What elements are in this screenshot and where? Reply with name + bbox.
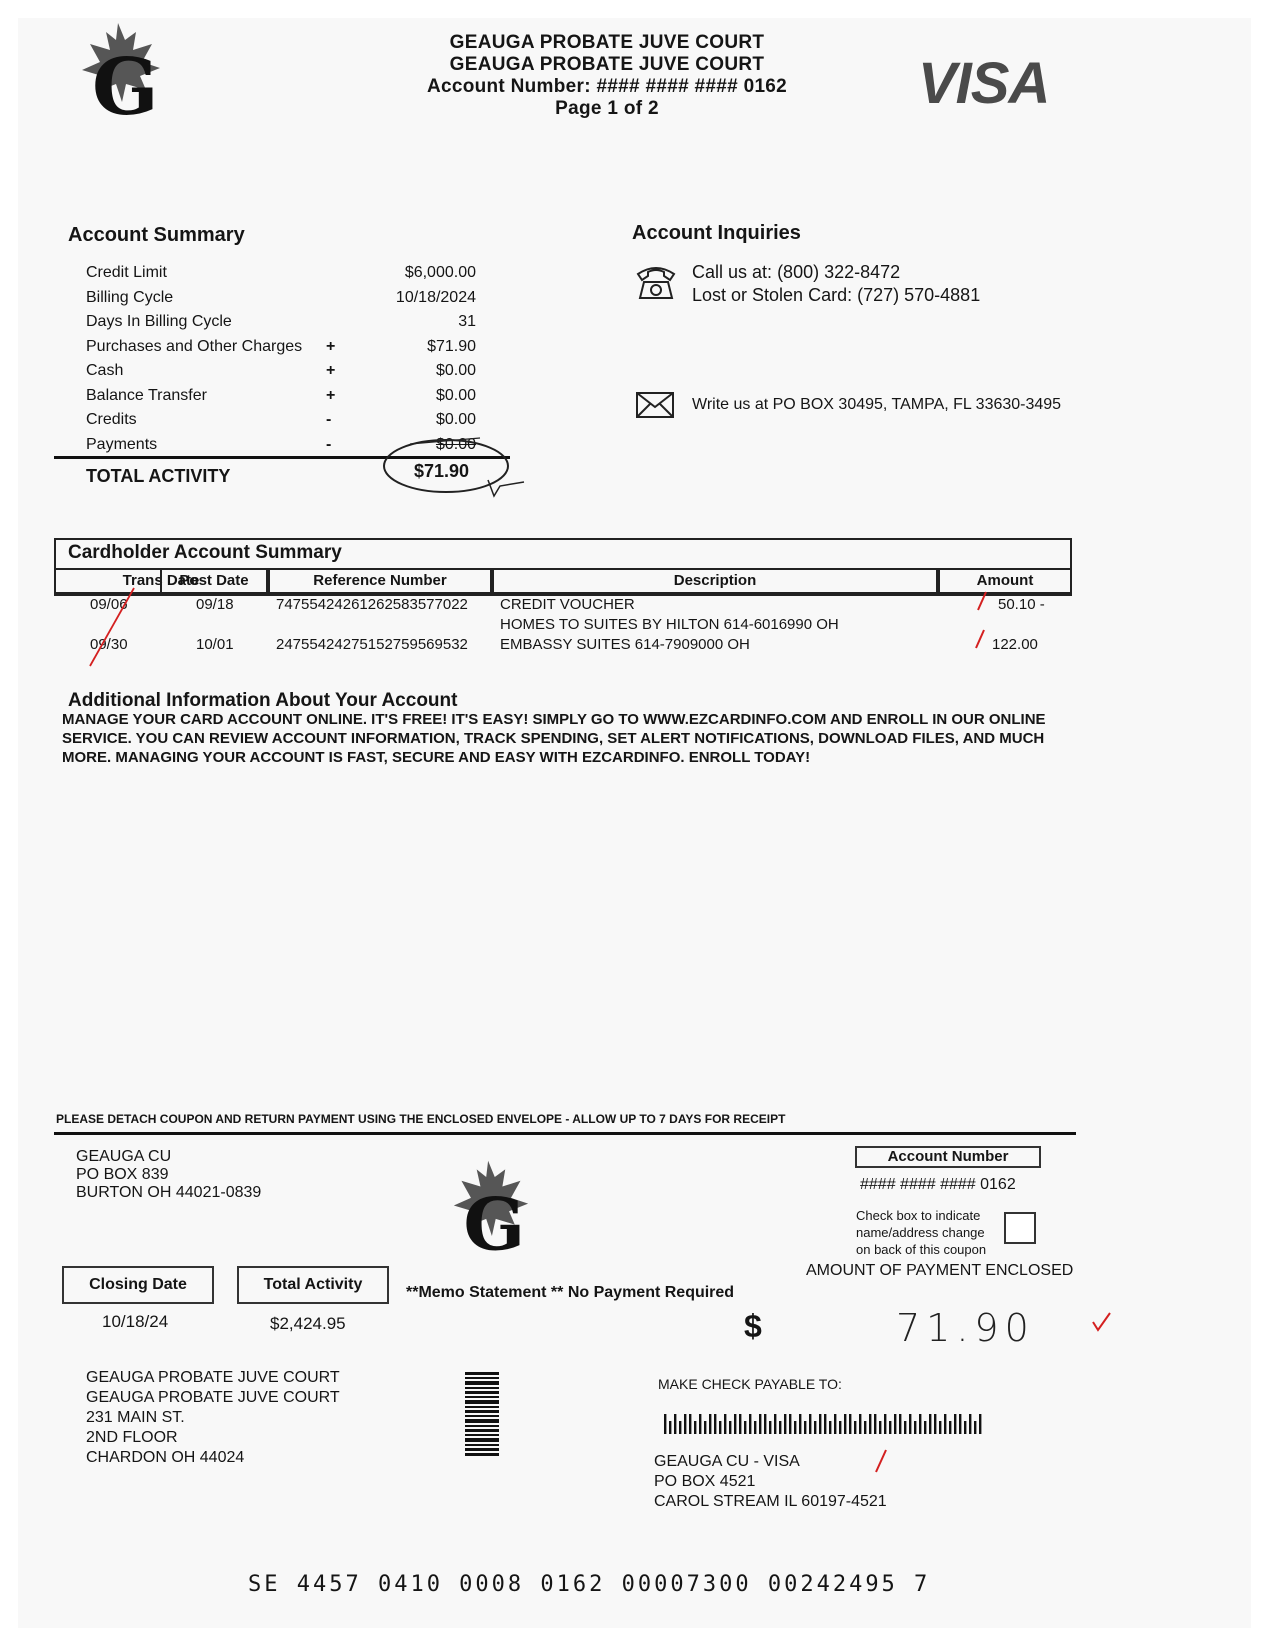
address-change-instructions — [856, 1207, 986, 1258]
svg-text:G: G — [463, 1182, 526, 1256]
row1-description-line2: HOMES TO SUITES BY HILTON 614-6016990 OH — [500, 616, 839, 633]
postal-barcode-bar — [714, 1414, 716, 1434]
payee-line-3: CAROL STREAM IL 60197-4521 — [654, 1493, 887, 1510]
summary-row-value: $0.00 — [435, 386, 476, 404]
row2-post-date: 10/01 — [196, 636, 234, 653]
account-number-value: #### #### #### 0162 — [596, 76, 788, 97]
summary-row-operator: + — [326, 337, 336, 355]
address-change-checkbox[interactable] — [1004, 1212, 1036, 1244]
postal-barcode-bar — [974, 1421, 976, 1434]
summary-row — [86, 362, 476, 386]
postal-barcode-bar — [969, 1414, 971, 1434]
call-number: (800) 322-8472 — [777, 262, 901, 282]
postal-barcode-bar — [739, 1414, 741, 1434]
summary-row — [86, 264, 476, 288]
postal-barcode-bar — [819, 1414, 821, 1434]
geauga-maple-leaf-logo — [70, 18, 170, 123]
checkbox-text-1: Check box to indicate — [856, 1208, 981, 1223]
page-of: of — [623, 98, 643, 119]
postal-barcode-bar — [699, 1414, 701, 1434]
row1-post-date: 09/18 — [196, 596, 234, 613]
closing-date-value: 10/18/24 — [102, 1312, 169, 1331]
col-post-date: Post Date — [160, 568, 268, 594]
summary-row-value: $71.90 — [427, 337, 476, 355]
cardholder-summary-title: Cardholder Account Summary — [68, 542, 342, 563]
amount-enclosed-label: AMOUNT OF PAYMENT ENCLOSED — [806, 1262, 1074, 1279]
additional-info-text: MANAGE YOUR CARD ACCOUNT ONLINE. IT'S FREE! IT'S EASY! SIMPLY GO TO WWW.EZCARDINFO.COM AND ENROLL IN OUR ONLINE SERVICE. YOU CAN REVIEW ACCOUNT INFORMATION, TRACK SPENDING, SET ALERT NOTIFICATIONS, DOWNLOAD FILES, AND MUCH MORE. MANAGING YOUR ACCOUNT IS FAST, SECURE AND EASY WITH EZCARDINFO. ENROLL TODAY! — [62, 711, 1046, 766]
micr-scan-line: SE 4457 0410 0008 0162 00007300 00242495 7 — [248, 1572, 931, 1597]
payee-line-1: GEAUGA CU - VISA — [654, 1453, 800, 1470]
handwritten-circle-mark — [380, 430, 540, 510]
sender-address — [76, 1148, 261, 1202]
page-current: 1 — [607, 98, 619, 119]
postal-barcode-bar — [799, 1414, 801, 1434]
postal-barcode-bar — [709, 1414, 711, 1434]
page-indicator — [357, 98, 857, 120]
summary-row-label: Purchases and Other Charges — [86, 337, 303, 355]
coupon-divider — [54, 1132, 1076, 1135]
postal-barcode-bar — [814, 1421, 816, 1434]
summary-row-label: Balance Transfer — [86, 386, 207, 404]
postal-barcode-bar — [844, 1414, 846, 1434]
postal-barcode-bar — [874, 1414, 876, 1434]
postal-barcode-bar — [889, 1421, 891, 1434]
summary-row-label: Cash — [86, 362, 124, 379]
total-activity-box-value: $2,424.95 — [270, 1314, 346, 1333]
summary-row-label: Payments — [86, 435, 158, 453]
postal-barcode-bar — [949, 1421, 951, 1434]
postal-barcode-bar — [829, 1421, 831, 1434]
postal-barcode-bar — [849, 1414, 851, 1434]
red-check-mark-payee — [872, 1448, 892, 1476]
postal-barcode-bar — [864, 1421, 866, 1434]
summary-row-label: Credits — [86, 411, 137, 428]
postal-barcode-bar — [794, 1421, 796, 1434]
postal-barcode-bar — [729, 1421, 731, 1434]
postal-barcode-bar — [679, 1421, 681, 1434]
summary-row-label: Billing Cycle — [86, 288, 174, 306]
telephone-icon — [634, 262, 678, 307]
checkbox-text-3: on back of this coupon — [856, 1242, 987, 1257]
make-check-payable-label: MAKE CHECK PAYABLE TO: — [658, 1376, 842, 1392]
svg-text:G: G — [92, 42, 159, 123]
summary-row-value: $0.00 — [435, 435, 476, 453]
summary-row-value: $6,000.00 — [404, 264, 476, 281]
red-check-marks-amount — [970, 590, 994, 650]
postal-barcode-bar — [784, 1414, 786, 1434]
postal-barcode-bar — [684, 1414, 686, 1434]
recipient-line-4: 2ND FLOOR — [86, 1429, 178, 1446]
postal-barcode-bar — [954, 1414, 956, 1434]
summary-row-label: Credit Limit — [86, 264, 167, 281]
summary-row-value: $0.00 — [435, 362, 476, 379]
postal-barcode-bar — [894, 1414, 896, 1434]
visa-logo: VISA — [918, 51, 1050, 116]
postal-barcode — [664, 1412, 994, 1443]
postal-barcode-bar — [919, 1414, 921, 1434]
sender-line-3: BURTON OH 44021-0839 — [76, 1184, 262, 1201]
page-label: Page — [555, 98, 602, 119]
postal-barcode-bar — [779, 1421, 781, 1434]
total-activity-box-label: Total Activity — [237, 1266, 389, 1304]
postal-barcode-bar — [664, 1414, 666, 1434]
red-check-mark-payment — [1090, 1310, 1114, 1334]
postal-barcode-bar — [929, 1414, 931, 1434]
summary-row-operator: - — [326, 411, 332, 428]
total-activity-label: TOTAL ACTIVITY — [86, 466, 231, 486]
col-description: Description — [492, 568, 938, 594]
postal-barcode-bar — [724, 1414, 726, 1434]
postal-barcode-bar — [734, 1414, 736, 1434]
summary-row — [86, 313, 476, 337]
row2-trans-date: 09/30 — [90, 636, 128, 653]
geauga-maple-leaf-logo-coupon — [442, 1156, 538, 1256]
postal-barcode-bar — [854, 1421, 856, 1434]
postal-barcode-bar — [904, 1421, 906, 1434]
postal-barcode-bar — [879, 1421, 881, 1434]
write-us-address: Write us at PO BOX 30495, TAMPA, FL 33630-3495 — [692, 396, 1062, 413]
row1-reference: 74755424261262583577022 — [276, 596, 468, 613]
sender-line-1: GEAUGA CU — [76, 1148, 172, 1165]
col-reference-number: Reference Number — [268, 568, 492, 594]
account-inquiries-title: Account Inquiries — [632, 222, 801, 244]
postal-barcode-bar — [934, 1414, 936, 1434]
summary-row-label: Days In Billing Cycle — [86, 313, 232, 330]
call-line — [692, 262, 900, 283]
coupon-account-number-label: Account Number — [855, 1146, 1041, 1168]
postal-barcode-bar — [774, 1414, 776, 1434]
postal-barcode-bar — [839, 1421, 841, 1434]
summary-row-operator: + — [326, 386, 336, 404]
postal-barcode-bar — [694, 1421, 696, 1434]
postal-barcode-bar — [744, 1421, 746, 1434]
postal-barcode-bar — [804, 1421, 806, 1434]
checkbox-text-2: name/address change — [856, 1225, 985, 1240]
postal-barcode-bar — [884, 1414, 886, 1434]
postal-barcode-bar — [964, 1421, 966, 1434]
summary-row-operator: + — [326, 362, 336, 379]
row2-amount: 122.00 — [992, 636, 1038, 653]
recipient-address — [86, 1368, 340, 1468]
col-trans-date: Trans Date — [54, 568, 268, 594]
memo-statement: **Memo Statement ** No Payment Required — [406, 1284, 735, 1301]
postal-barcode-bar — [834, 1414, 836, 1434]
additional-info-title: Additional Information About Your Account — [68, 690, 458, 711]
summary-row-value: 10/18/2024 — [395, 288, 476, 306]
postal-barcode-bar — [719, 1421, 721, 1434]
payee-line-2: PO BOX 4521 — [654, 1473, 756, 1490]
handwritten-payment-amount: 71.90 — [896, 1306, 1035, 1350]
postal-barcode-bar — [809, 1414, 811, 1434]
sender-line-2: PO BOX 839 — [76, 1166, 169, 1183]
postal-barcode-bar — [749, 1414, 751, 1434]
summary-row — [86, 289, 476, 313]
postal-barcode-bar — [924, 1421, 926, 1434]
header-line-2: GEAUGA PROBATE JUVE COURT — [449, 54, 765, 75]
postal-barcode-bar — [909, 1414, 911, 1434]
summary-row-value: 31 — [458, 313, 476, 330]
postal-barcode-bar — [914, 1421, 916, 1434]
payee-address — [654, 1452, 887, 1512]
row1-amount: 50.10 - — [998, 596, 1045, 613]
header-line-1: GEAUGA PROBATE JUVE COURT — [449, 32, 765, 53]
envelope-icon — [636, 392, 674, 423]
postal-barcode-bar — [859, 1414, 861, 1434]
postal-barcode-bar — [899, 1414, 901, 1434]
postal-barcode-bar — [944, 1414, 946, 1434]
recipient-line-2: GEAUGA PROBATE JUVE COURT — [86, 1389, 340, 1406]
page-total: 2 — [647, 98, 659, 119]
row2-description: EMBASSY SUITES 614-7909000 OH — [500, 636, 750, 653]
postal-barcode-bar — [979, 1414, 981, 1434]
postal-barcode-bar — [789, 1414, 791, 1434]
row1-trans-date: 09/06 — [90, 596, 128, 613]
postal-barcode-bar — [704, 1421, 706, 1434]
postal-barcode-bar — [754, 1421, 756, 1434]
closing-date-label: Closing Date — [62, 1266, 214, 1304]
postal-barcode-bar — [769, 1421, 771, 1434]
postal-barcode-bar — [674, 1414, 676, 1434]
summary-row-value: $0.00 — [435, 411, 476, 428]
detach-instructions: PLEASE DETACH COUPON AND RETURN PAYMENT USING THE ENCLOSED ENVELOPE - ALLOW UP TO 7 DAYS FOR RECEIPT — [56, 1112, 786, 1126]
red-check-mark-trans-date — [80, 586, 150, 676]
call-label: Call us at: — [692, 262, 773, 282]
postal-barcode-bar — [689, 1414, 691, 1434]
header-account-number — [357, 76, 857, 98]
col-amount: Amount — [938, 568, 1072, 594]
recipient-line-3: 231 MAIN ST. — [86, 1409, 185, 1426]
summary-row — [86, 338, 476, 362]
lost-card-line — [692, 285, 980, 306]
recipient-line-1: GEAUGA PROBATE JUVE COURT — [86, 1369, 340, 1386]
vertical-barcode — [465, 1372, 499, 1461]
dollar-sign: $ — [744, 1308, 762, 1344]
summary-row-operator: - — [326, 435, 332, 453]
postal-barcode-bar — [959, 1414, 961, 1434]
postal-barcode-bar — [824, 1414, 826, 1434]
postal-barcode-bar — [939, 1421, 941, 1434]
postal-barcode-bar — [764, 1414, 766, 1434]
account-summary-title: Account Summary — [68, 224, 245, 246]
postal-barcode-bar — [869, 1414, 871, 1434]
summary-row — [86, 387, 476, 411]
coupon-account-number: #### #### #### 0162 — [860, 1176, 1016, 1193]
lost-number: (727) 570-4881 — [857, 285, 981, 305]
row1-description: CREDIT VOUCHER — [500, 596, 635, 613]
account-number-label: Account Number: — [426, 76, 591, 97]
recipient-line-5: CHARDON OH 44024 — [86, 1449, 245, 1466]
total-activity-value: $71.90 — [414, 461, 470, 481]
postal-barcode-bar — [669, 1421, 671, 1434]
postal-barcode-bar — [759, 1414, 761, 1434]
lost-label: Lost or Stolen Card: — [692, 285, 853, 305]
row2-reference: 24755424275152759569532 — [276, 636, 468, 653]
